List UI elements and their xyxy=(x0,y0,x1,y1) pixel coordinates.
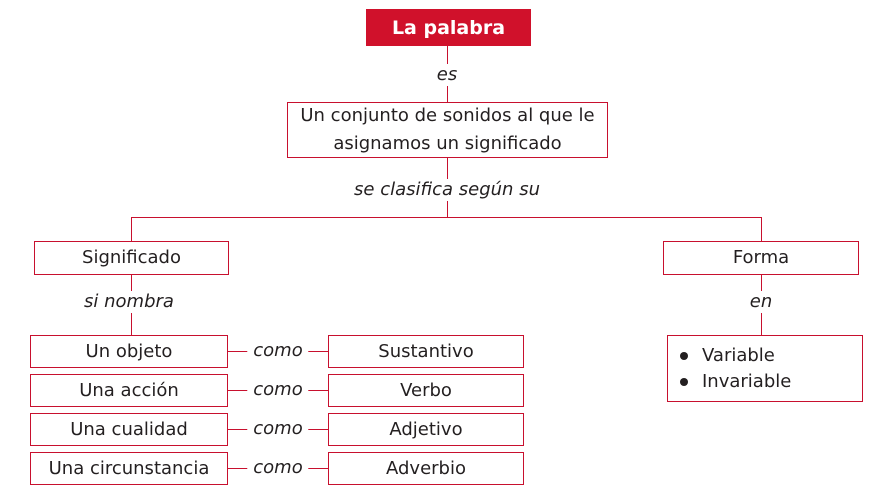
forma-list-box xyxy=(667,335,863,402)
bullet-icon xyxy=(680,378,688,386)
row-right-label: Sustantivo xyxy=(378,340,474,362)
forma-box xyxy=(663,241,859,275)
forma-list xyxy=(680,343,791,395)
significado-box xyxy=(34,241,229,275)
row-connector-como: como xyxy=(247,340,308,362)
row-left-label: Una circunstancia xyxy=(48,457,210,479)
row-left-box xyxy=(30,374,228,407)
line-branch-to-forma xyxy=(761,217,762,241)
row-right-label: Adjetivo xyxy=(389,418,463,440)
definition-line-2: asignamos un significado xyxy=(333,133,562,154)
row-left-label: Un objeto xyxy=(85,340,173,362)
row-right-label: Adverbio xyxy=(386,457,466,479)
forma-list-item xyxy=(680,343,791,369)
definition-line-1: Un conjunto de sonidos al que le xyxy=(300,105,595,126)
title-box xyxy=(366,9,531,46)
row-left-label: Una acción xyxy=(79,379,179,401)
row-connector-como: como xyxy=(247,379,308,401)
row-right-label: Verbo xyxy=(400,379,452,401)
row-left-label: Una cualidad xyxy=(70,418,188,440)
link-en: en xyxy=(744,291,778,313)
row-connector-como: como xyxy=(247,418,308,440)
link-clasifica: se clasifica según su xyxy=(348,179,546,201)
link-si-nombra: si nombra xyxy=(78,291,180,313)
row-connector-como: como xyxy=(247,457,308,479)
line-branch-to-significado xyxy=(131,217,132,241)
row-right-box xyxy=(328,335,524,368)
forma-item-invariable: Invariable xyxy=(702,370,792,392)
line-branch-horizontal xyxy=(131,217,761,218)
bullet-icon xyxy=(680,352,688,360)
significado-label: Significado xyxy=(82,247,181,268)
definition-box xyxy=(287,102,608,158)
forma-item-variable: Variable xyxy=(702,344,775,366)
title-text: La palabra xyxy=(391,16,506,39)
link-es: es xyxy=(431,64,463,86)
row-right-box xyxy=(328,374,524,407)
forma-list-item xyxy=(680,369,791,395)
row-right-box xyxy=(328,452,524,485)
row-left-box xyxy=(30,335,228,368)
forma-label: Forma xyxy=(732,247,790,268)
row-right-box xyxy=(328,413,524,446)
row-left-box xyxy=(30,413,228,446)
row-left-box xyxy=(30,452,228,485)
